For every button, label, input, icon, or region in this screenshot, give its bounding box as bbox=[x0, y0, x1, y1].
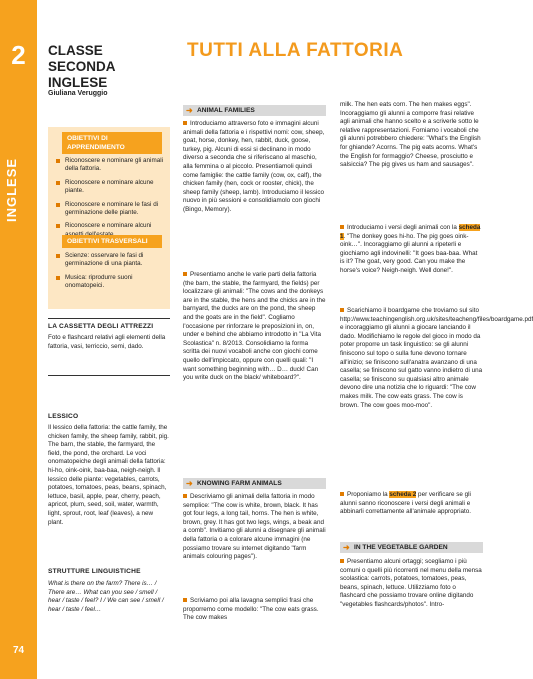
structures-text: What is there on the farm? There is… / There are… What can you see / smell / hear / taste / feel? I / We can see / smell / hear / taste / feel… bbox=[48, 580, 164, 613]
chapter-number: 2 bbox=[11, 40, 26, 70]
section-heading bbox=[183, 478, 326, 489]
section-heading-label: ANIMAL FAMILIES bbox=[197, 107, 255, 114]
objective-item: Riconoscere e nominare gli animali della fattoria. bbox=[54, 157, 167, 174]
paragraph bbox=[183, 271, 326, 383]
objective-item: Riconoscere e nominare alcune piante. bbox=[54, 179, 167, 196]
bullet-square-icon bbox=[183, 494, 187, 498]
bullet-square-icon bbox=[340, 308, 344, 312]
paragraph-text: milk. The hen eats corn. The hen makes eggs". Incoraggiamo gli alunni a comporre frasi relative agli animali che hanno scelto e a scriverle sotto le relative rappresentazioni. Forniamo i vocaboli che gli alunni potrebbero chiedere: "What's the English for ghiande? Acorns. The pig eats acorns. What's the English for formaggio? Cheese, prosciutto e salsiccia? The pig gives us ham and sausages". bbox=[340, 101, 481, 169]
objectives-box bbox=[48, 127, 170, 309]
arrow-icon: ➜ bbox=[186, 479, 193, 488]
info-column bbox=[48, 0, 170, 679]
paragraph bbox=[340, 558, 483, 610]
worksheet-highlight: scheda 2 bbox=[389, 491, 417, 498]
section-heading-label: IN THE VEGETABLE GARDEN bbox=[354, 544, 448, 551]
paragraph-text: Presentiamo anche le varie parti della fattoria (the barn, the stable, the farmyard, the fields) per localizzare gli animali: "The cows and the donkeys are in the stable, the hens and the chicks are in the barnyard, the ducks are on the pond, the sheep and the goats are in the field". Cogliamo l'occasione per rinforzare le preposizioni in, on, under e behind che abbiamo introdotto in "La Vita Scolastica" n. 8/2013. Consolidiamo la forma scritta dei nuovi vocaboli anche con giochi come quello dell'impiccato, oppure con quelli quali: "I want something beginning with… D… duck! Can you write duck on the black/ whiteboard?". bbox=[183, 271, 326, 382]
paragraph bbox=[183, 120, 326, 215]
paragraph-text: Presentiamo alcuni ortaggi; scegliamo i più comuni o quelli più ricorrenti nel menu della mensa scolastica: carrots, potatoes, tomatoes, peas, beans, spinach, lettuce. Utilizziamo foto o flashcard che possiamo trovare online digitando "vegetables flashcards/photos". Intro- bbox=[340, 558, 482, 608]
divider bbox=[48, 375, 170, 376]
section-heading-label: KNOWING FARM ANIMALS bbox=[197, 480, 282, 487]
paragraph-text: Introduciamo attraverso foto e immagini alcuni animali della fattoria e i rispettivi nomi: cow, sheep, goat, horse, donkey, hen, rabbit, duck, goose, turkey, pig. Alcuni di essi si declinano in modo diverso a seconda che si riferiscano al maschio, alla femmina o al piccolo. Presentiamoli quindi come famiglie: the cattle family (cow, ox, calf), the chicken family (hen, cock or rooster, chick), the sheep family (sheep, lamb). Introduciamo il lessico nuovo in più sessioni e consolidiamolo con giochi (Bingo, Memory). bbox=[183, 120, 325, 213]
author: Giuliana Veruggio bbox=[48, 90, 108, 97]
bullet-square-icon bbox=[183, 272, 187, 276]
transversal-list bbox=[54, 252, 167, 296]
section-heading bbox=[340, 542, 483, 553]
bullet-square-icon bbox=[340, 559, 344, 563]
paragraph-text: Scriviamo poi alla lavagna semplici frasi che proporremo come modello: "The cow eats grass. The cow makes bbox=[183, 597, 319, 622]
class-title-line1: CLASSE SECONDA bbox=[48, 43, 116, 74]
paragraph bbox=[340, 224, 483, 276]
page-title: TUTTI ALLA FATTORIA bbox=[187, 40, 404, 61]
paragraph-text: . "The donkey goes hi-ho. The pig goes oink-oink…". Incoraggiamo gli alunni a ripeterli e giochiamo agli indovinelli: "It goes baa-baa. What is it? The goat, very good. Can you make the horse's voice? Neigh-neigh. Well done!". bbox=[340, 232, 478, 274]
toolbox-heading: LA CASSETTA DEGLI ATTREZZI bbox=[48, 323, 154, 330]
objective-item: Riconoscere e nominare le fasi di germinazione delle piante. bbox=[54, 201, 167, 218]
class-title bbox=[48, 43, 170, 91]
transversal-item: Musica: riprodurre suoni onomatopeici. bbox=[54, 274, 167, 291]
left-sidebar bbox=[0, 0, 37, 679]
paragraph-text: Scarichiamo il boardgame che troviamo sul sito http://www.teachingenglish.org.uk/sites/teacheng/files/boardgame.pdf e incoraggiamo gli alunni a giocare lanciando il dado. Modifichiamo le regole del gioco in modo da poter proporre un task linguistico: se gli alunni finiscono sul topo o sulla fune devono tornare all'inizio; se finiscono sull'anatra avanzano di una casella; se finiscono sul gatto vanno indietro di una casella; se finiscono su qualsiasi altro animale devono dire una notizia che lo riguardi: "The cow makes milk. The cow eats grass. The cow is brown. The cow goes moo-moo". bbox=[340, 307, 533, 409]
objectives-heading: OBIETTIVI DI APPRENDIMENTO bbox=[62, 132, 162, 154]
bullet-square-icon bbox=[183, 598, 187, 602]
class-title-line2: INGLESE bbox=[48, 75, 108, 90]
toolbox-text: Foto e flashcard relativi agli elementi della fattoria, vasi, terriccio, semi, dado. bbox=[48, 334, 166, 350]
divider bbox=[48, 318, 170, 319]
paragraph bbox=[340, 491, 483, 517]
page-number: 74 bbox=[12, 645, 25, 656]
arrow-icon: ➜ bbox=[186, 106, 193, 115]
worksheet-highlight: scheda 1 bbox=[340, 224, 481, 240]
transversal-item: Scienze: osservare le fasi di germinazione di una pianta. bbox=[54, 252, 167, 269]
paragraph-text: per verificare se gli alunni sanno riconoscere i versi degli animali e abbinarli correttamente all'animale appropriato. bbox=[340, 491, 472, 516]
objective-item: Riconoscere e nominare alcuni bbox=[54, 222, 167, 239]
bullet-square-icon bbox=[340, 492, 344, 496]
transversal-heading: OBIETTIVI TRASVERSALI bbox=[62, 235, 162, 248]
paragraph bbox=[183, 493, 326, 562]
bullet-square-icon bbox=[183, 121, 187, 125]
paragraph bbox=[340, 101, 483, 170]
objectives-list bbox=[54, 157, 167, 244]
lexicon-text: Il lessico della fattoria: the cattle family, the chicken family, the sheep family, rabbit, pig. The barn, the stable, the farmyard, the field, the pond, the orchard. Le voci onomatopeiche degli animali della fattoria: hi-ho, oink-oink, baa-baa, neigh-neigh. Il lessico delle piante: vegetables, carrots, potatoes, tomatoes, peas, beans, spinach, lettuce, basil, apple, pear, cherry, peach, apricot, plum, seed, soil, water, warmth, light, sprout, root, leaf (leaves), a new plant. bbox=[48, 424, 169, 526]
lexicon-heading: LESSICO bbox=[48, 413, 79, 420]
paragraph-text: Descriviamo gli animali della fattoria in modo semplice: "The cow is white, brown, black. It has got four legs, a long tail, horns. The hen is white, brown, grey. It has got two legs, wings, a beak and a comb". Invitiamo gli alunni a disegnare gli animali della fattoria o a colorare alcune immagini (ne possiamo trovare su internet digitando "farm animals colouring pages"). bbox=[183, 493, 326, 561]
arrow-icon: ➜ bbox=[343, 543, 350, 552]
paragraph bbox=[340, 307, 533, 410]
structures-heading: STRUTTURE LINGUISTICHE bbox=[48, 568, 141, 575]
subject-vertical-label: INGLESE bbox=[4, 157, 19, 223]
paragraph-text: Proponiamo la bbox=[347, 491, 390, 498]
paragraph-text: Introduciamo i versi degli animali con la bbox=[347, 224, 459, 231]
bullet-square-icon bbox=[340, 225, 344, 229]
section-heading bbox=[183, 105, 326, 116]
paragraph bbox=[183, 597, 326, 623]
